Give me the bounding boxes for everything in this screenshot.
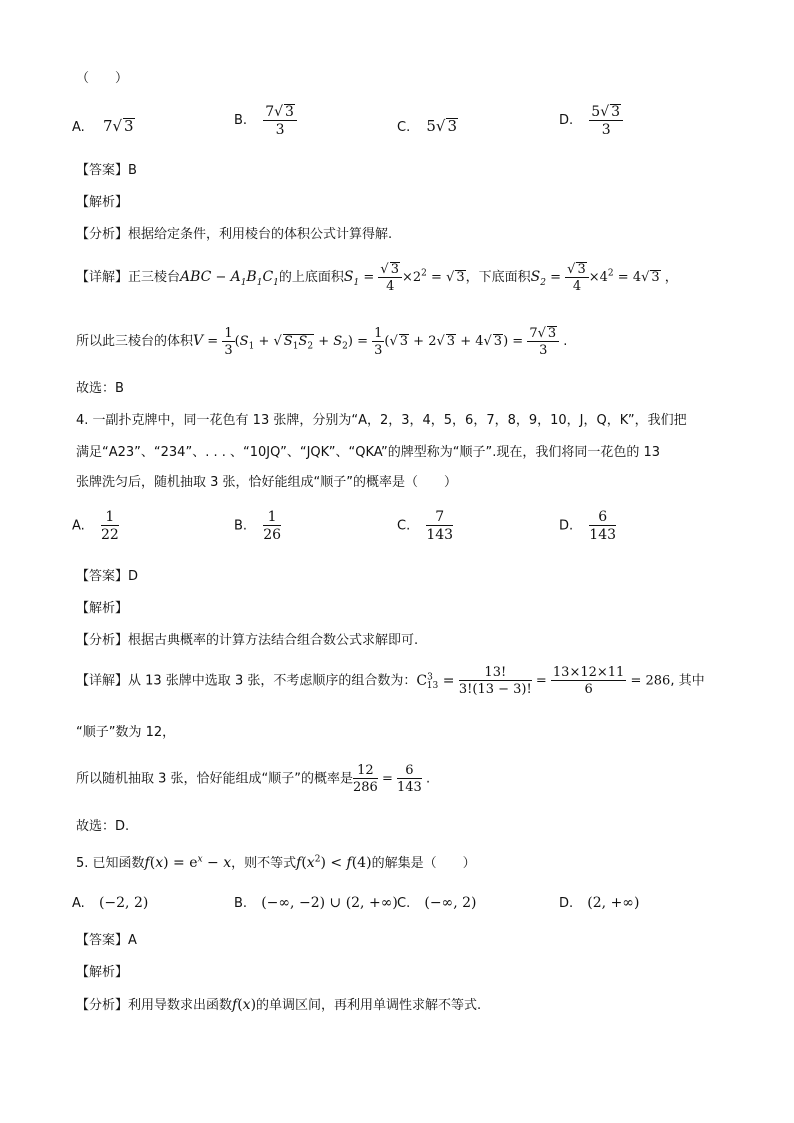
q5-answer: 【答案】A [76,933,137,948]
q3-detail: 【详解】正三棱台ABC − $A_1B_1C_1$的上底面积$S_1$ = $\frac{√ 3}{4}$ $\times 2^2$ = √ 3，下底面积$S_2$ = $\frac{√ 3}{4}$ $\times 4^2 = 4√$ 3 ， [76,262,678,294]
q3-fenxi: 【分析】根据给定条件，利用棱台的体积公式计算得解. [76,227,393,242]
q5-analysis-head: 【解析】 [76,965,129,980]
q4-select: 故选：D. [76,819,130,834]
q4-line1: 4. 一副扑克牌中，同一花色有 13 张牌，分别为“A，2，3，4，5，6，7，8，9，10，J，Q，K”，我们把 [76,413,687,428]
q4-option-c[interactable]: C. $\frac{7}{143}$ [397,509,454,543]
q5-stem: 5. 已知函数$f(x) = e^x - x$，则不等式$f(x^2) < f(4)$的解集是（ ） [76,854,476,871]
q3-volume: 所以此三棱台的体积V = $\frac{1}{3}$ ($S_1$ + √ $S_1S_2 + S_2$) = $\frac{1}{3}$ (√ 3 + 2√ 3 + 4√ 3) = $\frac{7√ 3}{3}$ . [76,325,568,358]
q5-option-a[interactable]: A. (−2, 2) [72,895,149,911]
q3-select: 故选：B [76,381,124,396]
q4-option-d[interactable]: D. $\frac{6}{143}$ [559,509,617,543]
q3-option-a[interactable]: A. 7√ 3 [72,117,134,135]
q4-detail: 【详解】从 13 张牌中选取 3 张，不考虑顺序的组合数为：$C^3_{13}$ = $\frac{13!}{3!(13 - 3)!}$ = $\frac{13\times 12\times 11}{6}$ = 286, 其中 [76,665,705,697]
q4-prob: 所以随机抽取 3 张，恰好能组成“顺子”的概率是 $\frac{12}{286}$ = $\frac{6}{143}$ . [76,763,431,795]
q4-shunzi: “顺子”数为 12， [76,725,176,740]
q3-option-b[interactable]: B. $\frac{7√ 3}{3}$ [234,104,297,137]
q3-answer: 【答案】B [76,163,137,178]
q3-paren: （ ） [76,71,129,86]
q3-option-d[interactable]: D. $\frac{5√ 3}{3}$ [559,104,623,137]
q5-option-b[interactable]: B. (−∞, −2) ∪ (2, +∞) [234,895,398,911]
q4-option-b[interactable]: B. $\frac{1}{26}$ [234,509,282,543]
q3-option-c[interactable]: C. 5√ 3 [397,117,458,135]
q3-analysis-head: 【解析】 [76,195,129,210]
q5-fenxi: 【分析】利用导数求出函数f(x)的单调区间，再利用单调性求解不等式. [76,997,482,1013]
q4-analysis-head: 【解析】 [76,601,129,616]
q4-line3: 张牌洗匀后，随机抽取 3 张，恰好能组成“顺子”的概率是（ ） [76,475,458,490]
q4-option-a[interactable]: A. $\frac{1}{22}$ [72,509,119,543]
q5-option-d[interactable]: D. (2, +∞) [559,895,640,911]
q4-fenxi: 【分析】根据古典概率的计算方法结合组合数公式求解即可. [76,633,419,648]
q5-option-c[interactable]: C. (−∞, 2) [397,895,477,911]
q4-line2: 满足“A23”、“234”、. . . 、“10JQ”、“JQK”、“QKA”的牌型称为“顺子”.现在，我们将同一花色的 13 [76,445,661,460]
q4-answer: 【答案】D [76,569,139,584]
